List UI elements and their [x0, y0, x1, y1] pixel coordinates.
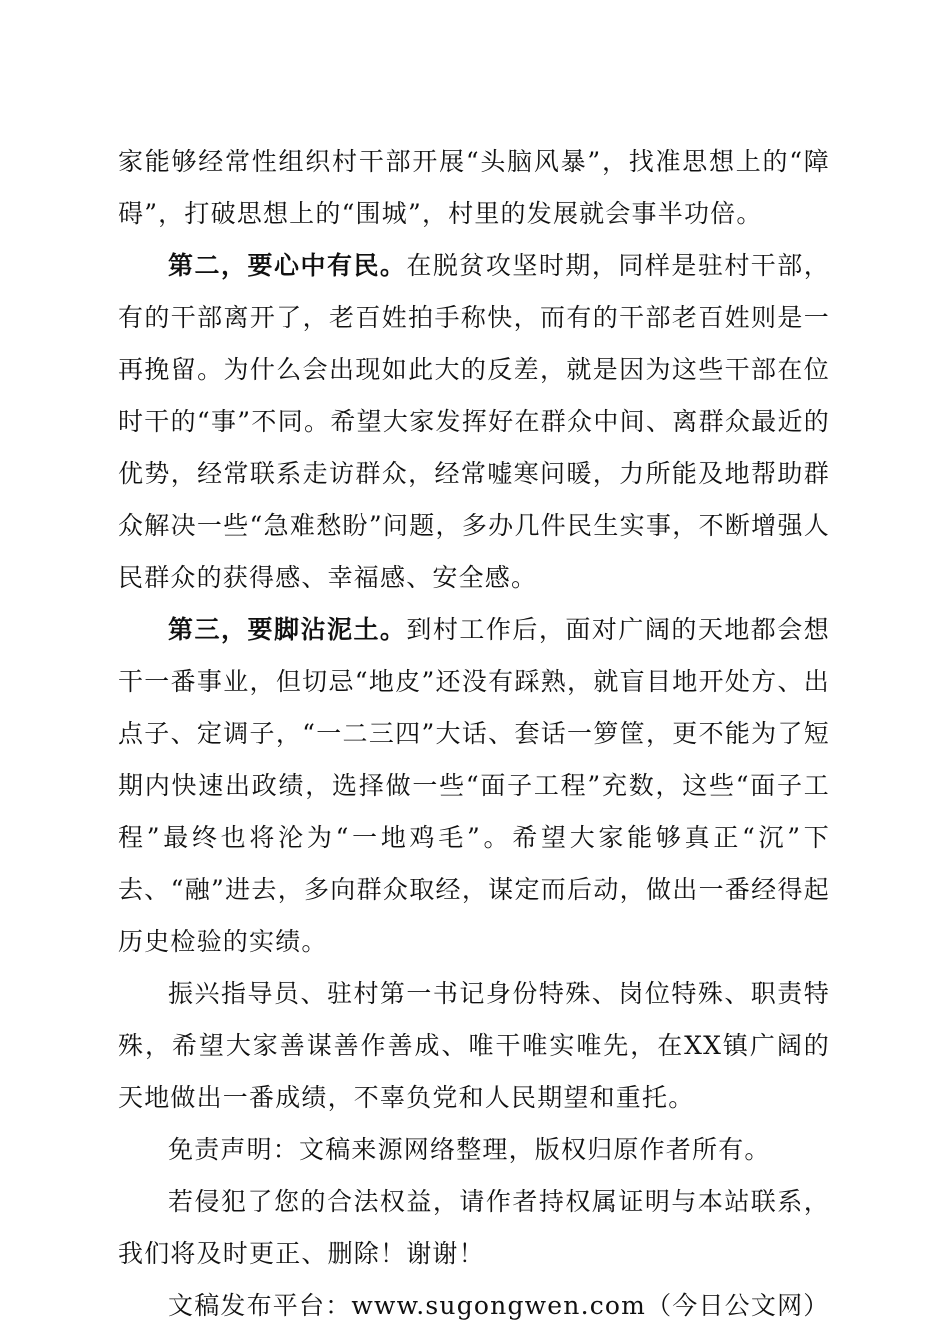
paragraph-rights-notice — [118, 1176, 830, 1280]
paragraph-text: 文稿发布平台：www.sugongwen.com（今日公文网） — [168, 1291, 830, 1320]
paragraph-conclusion — [118, 968, 830, 1124]
paragraph-text: 到村工作后，面对广阔的天地都会想干一番事业，但切忌“地皮”还没有踩熟，就盲目地开处方、出点子、定调子，“一二三四”大话、套话一箩筐，更不能为了短期内快速出政绩，选择做一些“面子工程”充数，这些“面子工程”最终也将沦为“一地鸡毛”。希望大家能够真正“沉”下去、“融”进去，多向群众取经，谋定而后动，做出一番经得起历史检验的实绩。 — [118, 615, 830, 956]
document-body — [118, 136, 830, 1332]
paragraph-publish-platform — [118, 1280, 830, 1332]
paragraph-lead: 第三，要脚沾泥土。 — [168, 615, 407, 644]
paragraph-lead: 第二，要心中有民。 — [168, 251, 407, 280]
paragraph-text: 家能够经常性组织村干部开展“头脑风暴”，找准思想上的“障碍”，打破思想上的“围城”，村里的发展就会事半功倍。 — [118, 147, 830, 228]
paragraph-continuation — [118, 136, 830, 240]
paragraph-text: 若侵犯了您的合法权益，请作者持权属证明与本站联系，我们将及时更正、删除！谢谢！ — [118, 1187, 830, 1268]
paragraph-disclaimer — [118, 1124, 830, 1176]
paragraph-text: 在脱贫攻坚时期，同样是驻村干部，有的干部离开了，老百姓拍手称快，而有的干部老百姓则是一再挽留。为什么会出现如此大的反差，就是因为这些干部在位时干的“事”不同。希望大家发挥好在群众中间、离群众最近的优势，经常联系走访群众，经常嘘寒问暖，力所能及地帮助群众解决一些“急难愁盼”问题，多办几件民生实事，不断增强人民群众的获得感、幸福感、安全感。 — [118, 251, 830, 592]
paragraph-second-point — [118, 240, 830, 604]
paragraph-text: 振兴指导员、驻村第一书记身份特殊、岗位特殊、职责特殊，希望大家善谋善作善成、唯干唯实唯先，在XX镇广阔的天地做出一番成绩，不辜负党和人民期望和重托。 — [118, 979, 830, 1112]
paragraph-text: 免责声明：文稿来源网络整理，版权归原作者所有。 — [168, 1135, 771, 1164]
paragraph-third-point — [118, 604, 830, 968]
